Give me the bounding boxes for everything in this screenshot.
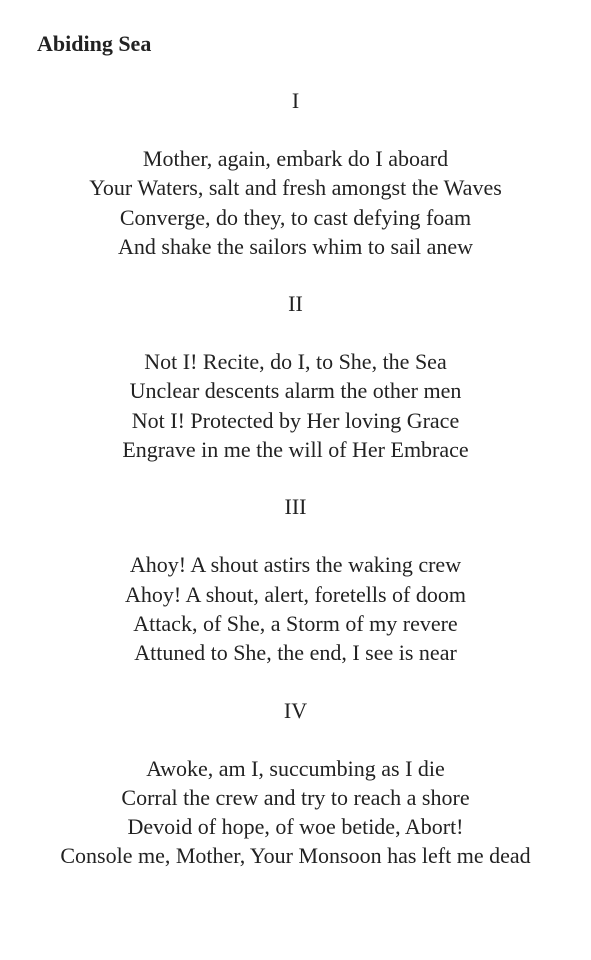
poem-line: Ahoy! A shout astirs the waking crew — [129, 552, 462, 578]
poem-line: Not I! Protected by Her loving Grace — [131, 407, 460, 433]
poem-body — [40, 86, 551, 899]
poem-line: Corral the crew and try to reach a shore — [121, 784, 470, 810]
stanza-4 — [40, 696, 551, 871]
poem-line: Converge, do they, to cast defying foam — [119, 204, 472, 230]
poem-line: Your Waters, salt and fresh amongst the Waves — [89, 175, 502, 201]
poem-line: Engrave in me the will of Her Embrace — [122, 437, 469, 463]
stanza-3 — [40, 492, 551, 667]
stanza-numeral: IV — [283, 697, 308, 723]
poem-line: Mother, again, embark do I aboard — [142, 146, 449, 171]
poem-line: Unclear descents alarm the other men — [129, 378, 462, 404]
stanza-numeral: III — [284, 494, 307, 520]
stanza-numeral: I — [291, 88, 300, 113]
stanza-lines — [40, 754, 551, 871]
poem-line: Console me, Mother, Your Monsoon has left me dead — [60, 843, 531, 869]
stanza-1 — [40, 86, 551, 261]
poem-line: Not I! Recite, do I, to She, the Sea — [144, 349, 447, 375]
poem-line: Attuned to She, the end, I see is near — [134, 640, 457, 666]
stanza-lines — [40, 144, 551, 261]
stanza-lines — [40, 347, 551, 464]
poem-line: Attack, of She, a Storm of my revere — [133, 610, 458, 636]
poem-line: Devoid of hope, of woe betide, Abort! — [127, 814, 464, 840]
poem-line: Awoke, am I, succumbing as I die — [146, 755, 445, 781]
stanza-numeral: II — [288, 291, 303, 317]
poem-line: Ahoy! A shout, alert, foretells of doom — [125, 581, 466, 607]
stanza-2 — [40, 289, 551, 464]
poem-title: Abiding Sea — [37, 31, 152, 56]
poem-line: And shake the sailors whim to sail anew — [118, 233, 473, 259]
stanza-lines — [40, 550, 551, 667]
